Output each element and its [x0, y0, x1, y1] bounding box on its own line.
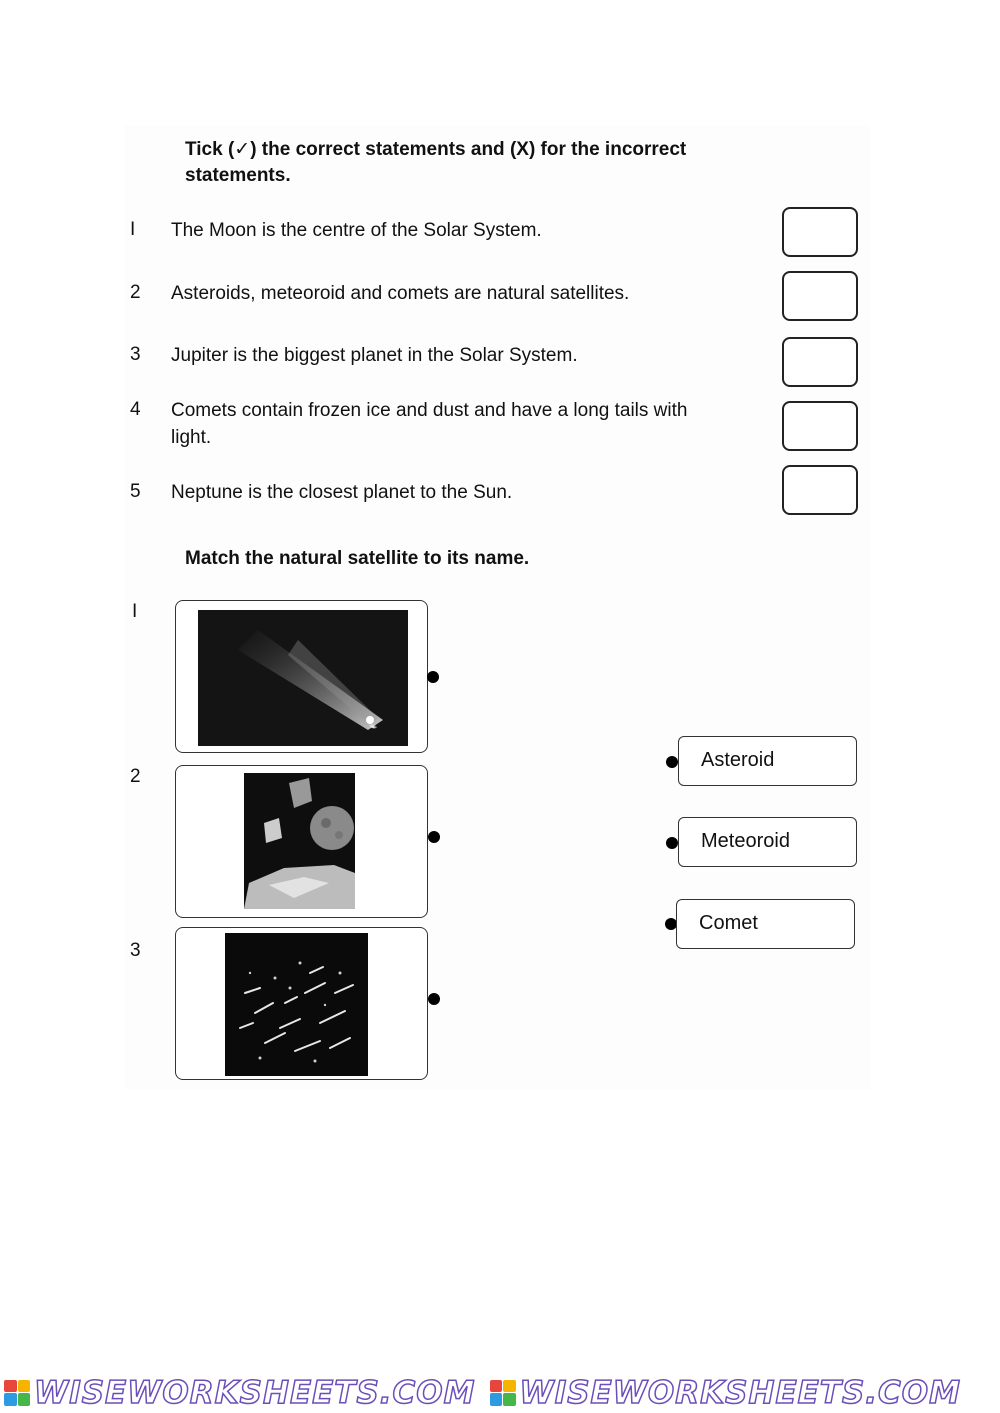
- match-dot[interactable]: [666, 837, 678, 849]
- picture-card-1: [175, 600, 428, 753]
- meteoroid-photo-icon: [225, 933, 368, 1076]
- brand-text: WISEWORKSHEETS.COM: [34, 1374, 476, 1411]
- statement-text: Asteroids, meteoroid and comets are natural satellites.: [171, 283, 630, 304]
- picture-number: 2: [130, 766, 141, 787]
- name-box-meteoroid: Meteoroid: [678, 817, 857, 867]
- asteroid-photo-icon: [244, 773, 355, 909]
- match-instruction: Match the natural satellite to its name.: [185, 548, 530, 569]
- match-dot[interactable]: [427, 671, 439, 683]
- footer-brand-2[interactable]: [490, 1375, 962, 1411]
- statement-text: The Moon is the centre of the Solar System.: [171, 220, 542, 241]
- statement-number: I: [130, 219, 136, 240]
- match-dot[interactable]: [666, 756, 678, 768]
- picture-card-3: [175, 927, 428, 1080]
- answer-box-2[interactable]: [782, 271, 858, 321]
- footer-branding: [0, 1372, 1000, 1413]
- name-box-asteroid: Asteroid: [678, 736, 857, 786]
- picture-card-2: [175, 765, 428, 918]
- picture-number: I: [132, 601, 138, 622]
- statement-number: 2: [130, 282, 141, 303]
- wiseworksheets-logo-icon: [4, 1380, 30, 1406]
- answer-box-3[interactable]: [782, 337, 858, 387]
- wiseworksheets-logo-icon: [490, 1380, 516, 1406]
- statement-text: Neptune is the closest planet to the Sun.: [171, 482, 513, 503]
- answer-box-1[interactable]: [782, 207, 858, 257]
- answer-box-4[interactable]: [782, 401, 858, 451]
- name-box-comet: Comet: [676, 899, 855, 949]
- statement-text: Jupiter is the biggest planet in the Solar System.: [171, 345, 578, 366]
- tick-instruction: Tick (✓) the correct statements and (X) for the incorrect statements.: [185, 139, 687, 186]
- statement-number: 3: [130, 344, 141, 365]
- match-dot[interactable]: [428, 831, 440, 843]
- statement-text: Comets contain frozen ice and dust and have a long tails with light.: [171, 400, 688, 448]
- footer-brand-1[interactable]: [4, 1375, 476, 1411]
- answer-box-5[interactable]: [782, 465, 858, 515]
- statement-number: 4: [130, 399, 141, 420]
- statement-number: 5: [130, 481, 141, 502]
- comet-photo-icon: [198, 610, 408, 746]
- brand-text: WISEWORKSHEETS.COM: [519, 1374, 961, 1411]
- match-dot[interactable]: [428, 993, 440, 1005]
- picture-number: 3: [130, 940, 141, 961]
